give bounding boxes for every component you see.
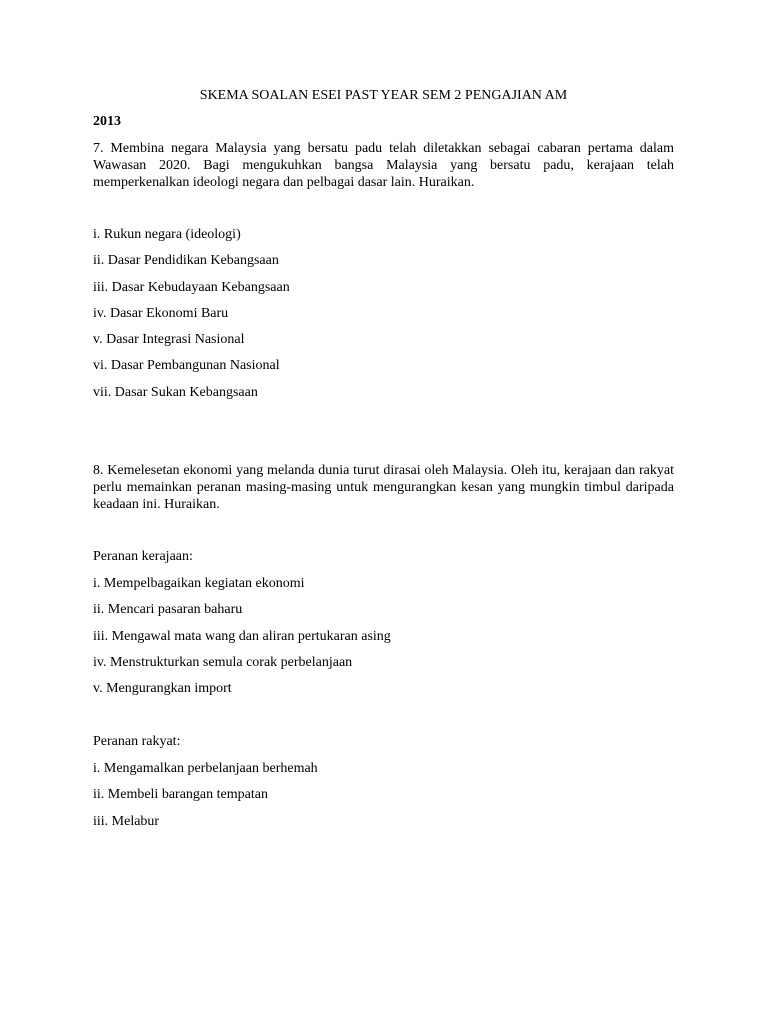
list-item: vii. Dasar Sukan Kebangsaan [93, 384, 258, 400]
question-8-text: 8. Kemelesetan ekonomi yang melanda dunia turut dirasai oleh Malaysia. Oleh itu, kerajaan dan rakyat perlu memainkan peranan masing-masing untuk mengurangkan kesan yang mungkin timbul daripada keadaan ini. Huraikan. [93, 463, 674, 512]
government-role-list [93, 575, 391, 706]
question-7-text: 7. Membina negara Malaysia yang bersatu padu telah diletakkan sebagai cabaran pertama dalam Wawasan 2020. Bagi mengukuhkan bangsa Malaysia yang bersatu padu, kerajaan telah memperkenalkan ideologi negara dan pelbagai dasar lain. Huraikan. [93, 141, 674, 190]
list-item: ii. Mencari pasaran baharu [93, 602, 243, 618]
list-item: iv. Menstrukturkan semula corak perbelanjaan [93, 654, 353, 670]
list-item: ii. Membeli barangan tempatan [93, 787, 268, 803]
list-item: iv. Dasar Ekonomi Baru [93, 305, 229, 321]
list-item: i. Rukun negara (ideologi) [93, 227, 241, 242]
list-item: v. Dasar Integrasi Nasional [93, 332, 245, 348]
year-heading: 2013 [93, 114, 121, 129]
list-item: v. Mengurangkan import [93, 681, 232, 697]
list-item: i. Mempelbagaikan kegiatan ekonomi [93, 576, 305, 591]
list-item: i. Mengamalkan perbelanjaan berhemah [93, 761, 318, 776]
people-role-heading: Peranan rakyat: [93, 734, 181, 749]
question-7-answer-list [93, 226, 290, 410]
list-item: ii. Dasar Pendidikan Kebangsaan [93, 253, 279, 269]
list-item: vi. Dasar Pembangunan Nasional [93, 358, 280, 374]
document-title: SKEMA SOALAN ESEI PAST YEAR SEM 2 PENGAJIAN AM [199, 88, 568, 103]
list-item: iii. Melabur [93, 813, 160, 829]
list-item: iii. Dasar Kebudayaan Kebangsaan [93, 279, 290, 295]
government-role-heading: Peranan kerajaan: [93, 549, 193, 564]
list-item: iii. Mengawal mata wang dan aliran pertukaran asing [93, 628, 391, 644]
people-role-list [93, 760, 318, 839]
